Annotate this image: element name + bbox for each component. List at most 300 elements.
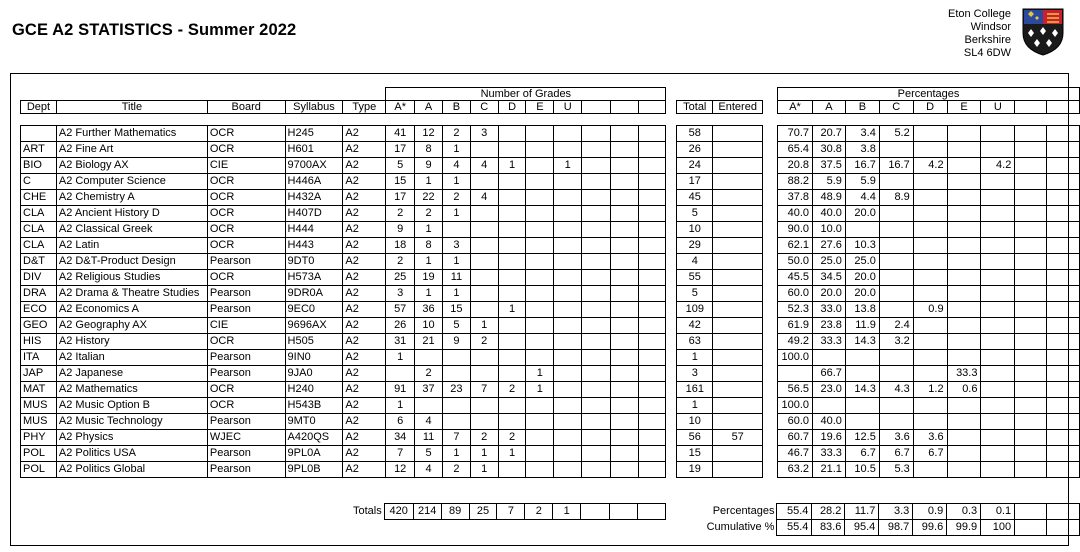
syllabus-cell: 9696AX [285,318,343,334]
entered-cell [713,286,763,302]
empty-cell [582,174,611,190]
col-header-syllabus: Syllabus [285,101,343,114]
col-header-grade: A* [386,101,415,114]
gap-cell [763,350,778,366]
grade-count-cell [554,382,582,398]
entered-cell [713,446,763,462]
syllabus-cell: H446A [285,174,343,190]
col-header-pct: D [913,101,947,114]
table-row [21,222,1080,238]
gap-cell [763,302,778,318]
address-line: Eton College [948,8,1011,20]
percentage-cell: 100.0 [778,350,813,366]
type-cell: A2 [343,142,386,158]
empty-cell [610,318,638,334]
col-header-grade: C [470,101,498,114]
percentage-cell: 4.4 [845,190,879,206]
col-header-pct: E [947,101,981,114]
total-cell: 17 [677,174,713,190]
percentage-cell [879,222,913,238]
percentage-cell: 3.2 [879,334,913,350]
empty-cell [582,382,611,398]
percentage-cell [981,366,1015,382]
grade-count-cell: 9 [386,222,415,238]
percentage-cell [913,126,947,142]
percentage-cell: 5.9 [813,174,846,190]
percentage-cell: 5.9 [845,174,879,190]
empty-cell [638,446,666,462]
percentage-cell: 33.3 [947,366,981,382]
type-cell: A2 [343,126,386,142]
percentage-cell: 48.9 [813,190,846,206]
empty-cell [610,222,638,238]
gap-cell [763,222,778,238]
grade-count-cell [498,126,526,142]
empty-cell [1015,318,1047,334]
grade-count-cell: 1 [554,158,582,174]
percentage-cell [879,302,913,318]
empty-cell [638,430,666,446]
type-cell: A2 [343,238,386,254]
title-cell: A2 Physics [56,430,207,446]
title-cell: A2 Further Mathematics [56,126,207,142]
percentage-cell: 13.8 [845,302,879,318]
percentage-cell [947,398,981,414]
empty-cell [610,382,638,398]
title-cell: A2 Ancient History D [56,206,207,222]
empty-cell [1015,190,1047,206]
total-value: 89 [441,504,469,520]
board-cell: Pearson [207,414,285,430]
gap-cell [763,382,778,398]
gap-cell [666,206,677,222]
percentage-cell: 49.2 [778,334,813,350]
empty-cell [1015,206,1047,222]
address-line: Windsor [970,21,1011,33]
grade-count-cell: 2 [470,334,498,350]
syllabus-cell: 9PL0B [285,462,343,478]
gap-cell [666,238,677,254]
grade-count-cell: 1 [470,462,498,478]
gap-cell [666,430,677,446]
grade-count-cell: 4 [415,414,443,430]
empty-cell [1047,318,1080,334]
title-cell: A2 Latin [56,238,207,254]
grade-count-cell [554,398,582,414]
percentage-cell [913,174,947,190]
title-cell: A2 Mathematics [56,382,207,398]
grade-count-cell [526,190,554,206]
grade-count-cell [498,286,526,302]
total-cell: 29 [677,238,713,254]
board-cell: WJEC [207,430,285,446]
total-value: 25 [469,504,497,520]
grade-count-cell: 7 [386,446,415,462]
percentage-cell [947,238,981,254]
gap-cell [763,446,778,462]
percentage-cell [947,286,981,302]
empty-cell [638,334,666,350]
percentage-cell: 34.5 [813,270,846,286]
percentage-cell: 1.2 [913,382,947,398]
grade-count-cell [554,302,582,318]
grade-count-cell [470,238,498,254]
gap-cell [763,142,778,158]
empty-cell [610,446,638,462]
percentage-cell: 20.0 [813,286,846,302]
type-cell: A2 [343,302,386,318]
empty-cell [610,238,638,254]
empty-cell [1015,334,1047,350]
percentage-cell [981,462,1015,478]
board-cell: OCR [207,222,285,238]
empty-cell [610,286,638,302]
table-row [21,350,1080,366]
dept-cell: ECO [21,302,57,318]
percentage-cell: 3.8 [845,142,879,158]
empty-cell [610,158,638,174]
entered-cell [713,126,763,142]
entered-cell [713,366,763,382]
percentage-cell: 20.0 [845,270,879,286]
empty-cell [582,206,611,222]
grade-count-cell [498,222,526,238]
gap-cell [763,254,778,270]
grade-count-cell: 4 [470,190,498,206]
grade-count-cell: 3 [442,238,470,254]
total-cell: 63 [677,334,713,350]
board-cell: OCR [207,334,285,350]
board-cell: OCR [207,382,285,398]
percentage-cell [981,334,1015,350]
percentage-cell: 6.7 [879,446,913,462]
board-cell: OCR [207,398,285,414]
grade-count-cell [442,222,470,238]
percentage-cell [879,254,913,270]
percent-group-header: Percentages [778,88,1080,101]
gap-cell [763,430,778,446]
percentage-cell [947,254,981,270]
grade-count-cell: 8 [415,142,443,158]
percentage-cell [913,222,947,238]
address-line: Berkshire [964,34,1011,46]
percentage-cell [813,350,846,366]
percentage-value: 11.7 [845,504,879,520]
empty-cell [638,350,666,366]
board-cell: Pearson [207,302,285,318]
school-crest-icon [1021,7,1065,57]
grade-count-cell [526,270,554,286]
grade-count-cell [470,350,498,366]
percentage-cell [981,142,1015,158]
empty-cell [1047,414,1080,430]
empty-cell [582,302,611,318]
col-header-pct: B [845,101,879,114]
dept-cell: MAT [21,382,57,398]
syllabus-cell: 9JA0 [285,366,343,382]
grade-count-cell: 1 [442,254,470,270]
total-cell: 5 [677,206,713,222]
total-value: 214 [413,504,441,520]
col-header-entered: Entered [713,101,763,114]
board-cell: Pearson [207,366,285,382]
percentage-cell: 23.8 [813,318,846,334]
syllabus-cell: 9DT0 [285,254,343,270]
percentage-cell [947,318,981,334]
percentage-cell: 25.0 [813,254,846,270]
entered-cell [713,462,763,478]
percentage-cell: 5.2 [879,126,913,142]
title-cell: A2 Politics USA [56,446,207,462]
percentage-cell [845,350,879,366]
empty-cell [582,190,611,206]
grade-count-cell: 15 [386,174,415,190]
syllabus-cell: 9PL0A [285,446,343,462]
gap-cell [763,158,778,174]
cumulative-value: 100 [981,520,1015,536]
empty-cell [1047,398,1080,414]
grade-count-cell: 34 [386,430,415,446]
empty-cell [638,206,666,222]
empty-cell [1047,430,1080,446]
gap-cell [666,446,677,462]
entered-cell [713,414,763,430]
empty-cell [582,286,611,302]
table-row [21,254,1080,270]
gap-cell [666,190,677,206]
percentage-cell: 66.7 [813,366,846,382]
cumulative-value: 55.4 [777,520,812,536]
percentage-cell: 3.4 [845,126,879,142]
empty-cell [1047,366,1080,382]
grade-count-cell [498,462,526,478]
empty-cell [638,398,666,414]
empty-cell [1047,446,1080,462]
table-row [21,206,1080,222]
empty-cell [610,350,638,366]
percentage-cell: 27.6 [813,238,846,254]
syllabus-cell: H240 [285,382,343,398]
empty-cell [1015,302,1047,318]
grade-count-cell [526,414,554,430]
empty-cell [610,142,638,158]
col-header-dept: Dept [21,101,57,114]
entered-cell: 57 [713,430,763,446]
grade-count-cell [526,462,554,478]
type-cell: A2 [343,446,386,462]
title-cell: A2 Geography AX [56,318,207,334]
percentage-cell [981,398,1015,414]
percentage-cell [981,382,1015,398]
percentage-cell: 70.7 [778,126,813,142]
empty-cell [1047,206,1080,222]
empty-cell [1047,254,1080,270]
percentage-cell: 10.3 [845,238,879,254]
empty-cell [1015,126,1047,142]
empty-cell [1015,430,1047,446]
grade-count-cell: 3 [470,126,498,142]
percentage-cell [947,190,981,206]
empty-cell [638,142,666,158]
grade-count-cell [526,334,554,350]
percentage-cell [947,206,981,222]
empty-cell [1047,126,1080,142]
percentage-cell: 40.0 [813,414,846,430]
percentage-cell [981,286,1015,302]
percentage-cell: 16.7 [879,158,913,174]
empty-cell [1047,382,1080,398]
grade-count-cell [526,174,554,190]
entered-cell [713,270,763,286]
empty-cell [582,270,611,286]
type-cell: A2 [343,366,386,382]
grade-count-cell: 1 [498,446,526,462]
empty-cell [1015,174,1047,190]
grade-count-cell: 9 [442,334,470,350]
percentage-value: 28.2 [812,504,845,520]
percentage-cell: 20.0 [845,206,879,222]
percentage-cell: 37.5 [813,158,846,174]
gap-cell [763,206,778,222]
syllabus-cell: H443 [285,238,343,254]
grade-count-cell: 1 [386,398,415,414]
syllabus-cell: 9MT0 [285,414,343,430]
percentage-cell [913,270,947,286]
grade-count-cell [470,398,498,414]
empty-cell [582,414,611,430]
syllabus-cell: 9EC0 [285,302,343,318]
percentage-cell: 61.9 [778,318,813,334]
grade-count-cell [554,286,582,302]
percentage-cell [913,318,947,334]
dept-cell: JAP [21,366,57,382]
grade-count-cell: 1 [442,286,470,302]
percentage-cell [981,238,1015,254]
gap-cell [666,350,677,366]
table-row [21,190,1080,206]
percentage-cell [981,318,1015,334]
percentage-cell [981,270,1015,286]
board-cell: CIE [207,158,285,174]
grade-count-cell: 1 [386,350,415,366]
total-value: 1 [553,504,581,520]
dept-cell: DIV [21,270,57,286]
col-header-grade: U [554,101,582,114]
grade-count-cell: 2 [386,206,415,222]
percentage-cell [947,270,981,286]
cumulative-value: 95.4 [845,520,879,536]
grade-count-cell: 1 [442,142,470,158]
total-cell: 58 [677,126,713,142]
empty-cell [638,366,666,382]
empty-cell [610,206,638,222]
percentage-cell: 62.1 [778,238,813,254]
percentage-value: 0.3 [947,504,981,520]
percentage-cell [845,366,879,382]
total-cell: 26 [677,142,713,158]
col-header-pct: U [981,101,1015,114]
percentage-cell [947,222,981,238]
grade-count-cell [498,366,526,382]
percentage-cell: 6.7 [845,446,879,462]
summary-table [20,503,1080,536]
grade-count-cell [498,254,526,270]
table-row [21,366,1080,382]
type-cell: A2 [343,398,386,414]
empty-cell [610,174,638,190]
empty-cell [610,462,638,478]
percentage-cell [813,398,846,414]
type-cell: A2 [343,382,386,398]
percentage-value: 55.4 [777,504,812,520]
total-cell: 5 [677,286,713,302]
percentage-cell [879,414,913,430]
gap-cell [666,318,677,334]
empty-cell [582,334,611,350]
grade-count-cell: 2 [470,430,498,446]
syllabus-cell: A420QS [285,430,343,446]
syllabus-cell: H407D [285,206,343,222]
empty-cell [582,446,611,462]
table-row [21,302,1080,318]
gap-cell [666,462,677,478]
percentage-cell [879,286,913,302]
entered-cell [713,142,763,158]
percentage-cell [947,462,981,478]
percentage-cell: 0.9 [913,302,947,318]
total-cell: 56 [677,430,713,446]
percentage-cell: 12.5 [845,430,879,446]
grade-count-cell [526,238,554,254]
empty-cell [638,414,666,430]
percentage-cell [913,286,947,302]
dept-cell: MUS [21,414,57,430]
grade-count-cell: 10 [415,318,443,334]
type-cell: A2 [343,350,386,366]
grade-count-cell: 8 [415,238,443,254]
gap-cell [763,462,778,478]
syllabus-cell: 9700AX [285,158,343,174]
board-cell: OCR [207,174,285,190]
empty-cell [582,366,611,382]
title-cell: A2 Chemistry A [56,190,207,206]
grade-count-cell: 2 [498,382,526,398]
grade-count-cell: 1 [442,446,470,462]
grade-count-cell: 5 [442,318,470,334]
percentage-cell: 56.5 [778,382,813,398]
title-cell: A2 Classical Greek [56,222,207,238]
empty-cell [582,142,611,158]
percentage-cell: 2.4 [879,318,913,334]
grade-count-cell: 11 [442,270,470,286]
percentage-cell: 37.8 [778,190,813,206]
grade-count-cell [554,446,582,462]
dept-cell: POL [21,462,57,478]
title-cell: A2 Drama & Theatre Studies [56,286,207,302]
grade-count-cell: 26 [386,318,415,334]
board-cell: OCR [207,190,285,206]
grade-count-cell [498,206,526,222]
grade-count-cell [386,366,415,382]
grade-count-cell: 17 [386,190,415,206]
percentage-cell [981,446,1015,462]
empty-cell [610,414,638,430]
percentage-cell [913,350,947,366]
grade-count-cell [554,238,582,254]
grade-count-cell: 7 [442,430,470,446]
total-cell: 55 [677,270,713,286]
grade-count-cell: 6 [386,414,415,430]
